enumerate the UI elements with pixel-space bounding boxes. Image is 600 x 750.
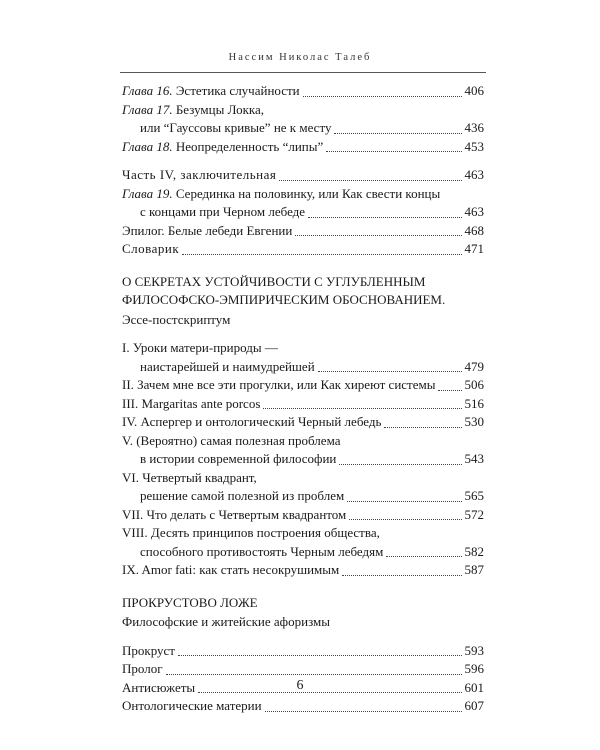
essay-entry-2 <box>122 376 484 395</box>
essay-entry-8 <box>122 524 484 561</box>
page-number: 6 <box>296 678 304 693</box>
entry-page: 471 <box>464 241 484 256</box>
toc-entry-glossary <box>122 240 484 259</box>
entry-page: 607 <box>464 698 484 713</box>
toc-entry-part-4 <box>122 166 484 185</box>
running-head: Нассим Николас Талеб <box>228 52 372 63</box>
leader-dots <box>295 235 461 236</box>
leader-dots <box>166 674 462 675</box>
essay-entry-4 <box>122 413 484 432</box>
entry-title: III. Margaritas ante porcos <box>122 395 261 411</box>
essay-title <box>122 273 484 330</box>
entry-title: VIII. Десять принципов построения общества, <box>122 525 380 540</box>
chapter-label: Глава 17. <box>122 101 173 117</box>
entry-page: 406 <box>464 83 484 98</box>
toc-entry-epilogue <box>122 222 484 241</box>
chapter-label: Глава 18. <box>122 138 173 154</box>
leader-dots <box>318 371 462 372</box>
entry-title-continued: наистарейшей и наимудрейшей <box>140 358 315 374</box>
essay-title-line-1: О СЕКРЕТАХ УСТОЙЧИВОСТИ С УГЛУБЛЕННЫМ <box>122 273 426 289</box>
leader-dots <box>339 464 461 465</box>
entry-page: 463 <box>464 167 484 182</box>
entry-title: Онтологические материи <box>122 698 262 713</box>
leader-dots <box>342 575 461 576</box>
essay-entry-1 <box>122 339 484 376</box>
toc-entry-chapter-17 <box>122 101 484 138</box>
entry-page: 530 <box>464 414 484 429</box>
entry-title: IX. Amor fati: как стать несокрушимым <box>122 562 340 577</box>
entry-page: 572 <box>464 506 484 522</box>
leader-dots <box>438 390 461 391</box>
procrustes-title-line: ПРОКРУСТОВО ЛОЖЕ <box>122 594 258 610</box>
entry-title: VII. Что делать с Четвертым квадрантом <box>122 506 347 522</box>
entry-title: Антисюжеты <box>122 679 196 695</box>
entry-title: IV. Аспергер и онтологический Черный лебедь <box>122 414 382 429</box>
procrustes-entry-2 <box>122 660 484 679</box>
leader-dots <box>384 427 461 428</box>
leader-dots <box>386 556 461 557</box>
entry-title: Часть IV, заключительная <box>122 167 277 182</box>
essay-subtitle: Эссе-постскриптум <box>122 311 231 327</box>
entry-title: Неопределенность “липы” <box>172 138 324 154</box>
essay-entry-6 <box>122 469 484 506</box>
entry-title: Безумцы Локка, <box>172 101 265 117</box>
leader-dots <box>334 133 461 134</box>
entry-page: 601 <box>464 679 484 695</box>
header-rule <box>120 72 486 73</box>
essay-entry-5 <box>122 432 484 469</box>
entry-title: Эпилог. Белые лебеди Евгении <box>122 222 293 238</box>
entry-title-continued: или “Гауссовы кривые” не к месту <box>140 120 332 135</box>
leader-dots <box>349 519 461 520</box>
leader-dots <box>279 180 461 181</box>
toc-entry-chapter-19 <box>122 185 484 222</box>
entry-page: 565 <box>464 488 484 503</box>
entry-page: 596 <box>464 661 484 676</box>
entry-page: 463 <box>464 204 484 219</box>
entry-page: 506 <box>464 377 484 392</box>
essay-title-line-2: ФИЛОСОФСКО-ЭМПИРИЧЕСКИМ ОБОСНОВАНИЕМ. <box>122 292 446 307</box>
entry-title: Эстетика случайности <box>172 83 300 98</box>
table-of-contents <box>122 82 484 716</box>
leader-dots <box>308 217 461 218</box>
entry-title: II. Зачем мне все эти прогулки, или Как хиреют системы <box>122 377 436 392</box>
entry-title: VI. Четвертый квадрант, <box>122 469 257 485</box>
entry-title: Серединка на половинку, или Как свести концы <box>172 185 441 201</box>
entry-title-continued: решение самой полезной из проблем <box>140 488 345 503</box>
toc-entry-chapter-16 <box>122 82 484 101</box>
entry-title-continued: способного противостоять Черным лебедям <box>140 543 384 559</box>
entry-title: V. (Вероятно) самая полезная проблема <box>122 432 341 448</box>
essay-entry-9 <box>122 561 484 580</box>
leader-dots <box>265 711 462 712</box>
entry-title: Прокруст <box>122 642 175 658</box>
toc-entry-chapter-18 <box>122 138 484 157</box>
procrustes-title <box>122 594 484 632</box>
entry-title-continued: с концами при Черном лебеде <box>140 204 306 219</box>
entry-page: 582 <box>464 543 484 559</box>
entry-page: 593 <box>464 642 484 658</box>
entry-page: 479 <box>464 358 484 374</box>
procrustes-entry-4 <box>122 697 484 716</box>
procrustes-subtitle: Философские и житейские афоризмы <box>122 614 330 629</box>
entry-title: Словарик <box>122 241 180 256</box>
leader-dots <box>178 655 462 656</box>
entry-page: 516 <box>464 395 484 411</box>
leader-dots <box>326 151 461 152</box>
essay-entry-3 <box>122 395 484 414</box>
entry-title: I. Уроки матери-природы — <box>122 340 278 355</box>
leader-dots <box>263 408 461 409</box>
chapter-label: Глава 19. <box>122 185 173 201</box>
entry-title-continued: в истории современной философии <box>140 451 337 466</box>
leader-dots <box>182 254 461 255</box>
entry-page: 468 <box>464 222 484 238</box>
entry-title: Пролог <box>122 661 163 676</box>
entry-page: 587 <box>464 562 484 577</box>
chapter-label: Глава 16. <box>122 83 173 98</box>
leader-dots <box>347 501 461 502</box>
essay-entry-7 <box>122 506 484 525</box>
procrustes-entry-1 <box>122 642 484 661</box>
entry-page: 453 <box>464 138 484 154</box>
leader-dots <box>303 96 462 97</box>
entry-page: 436 <box>464 120 484 135</box>
entry-page: 543 <box>464 451 484 466</box>
